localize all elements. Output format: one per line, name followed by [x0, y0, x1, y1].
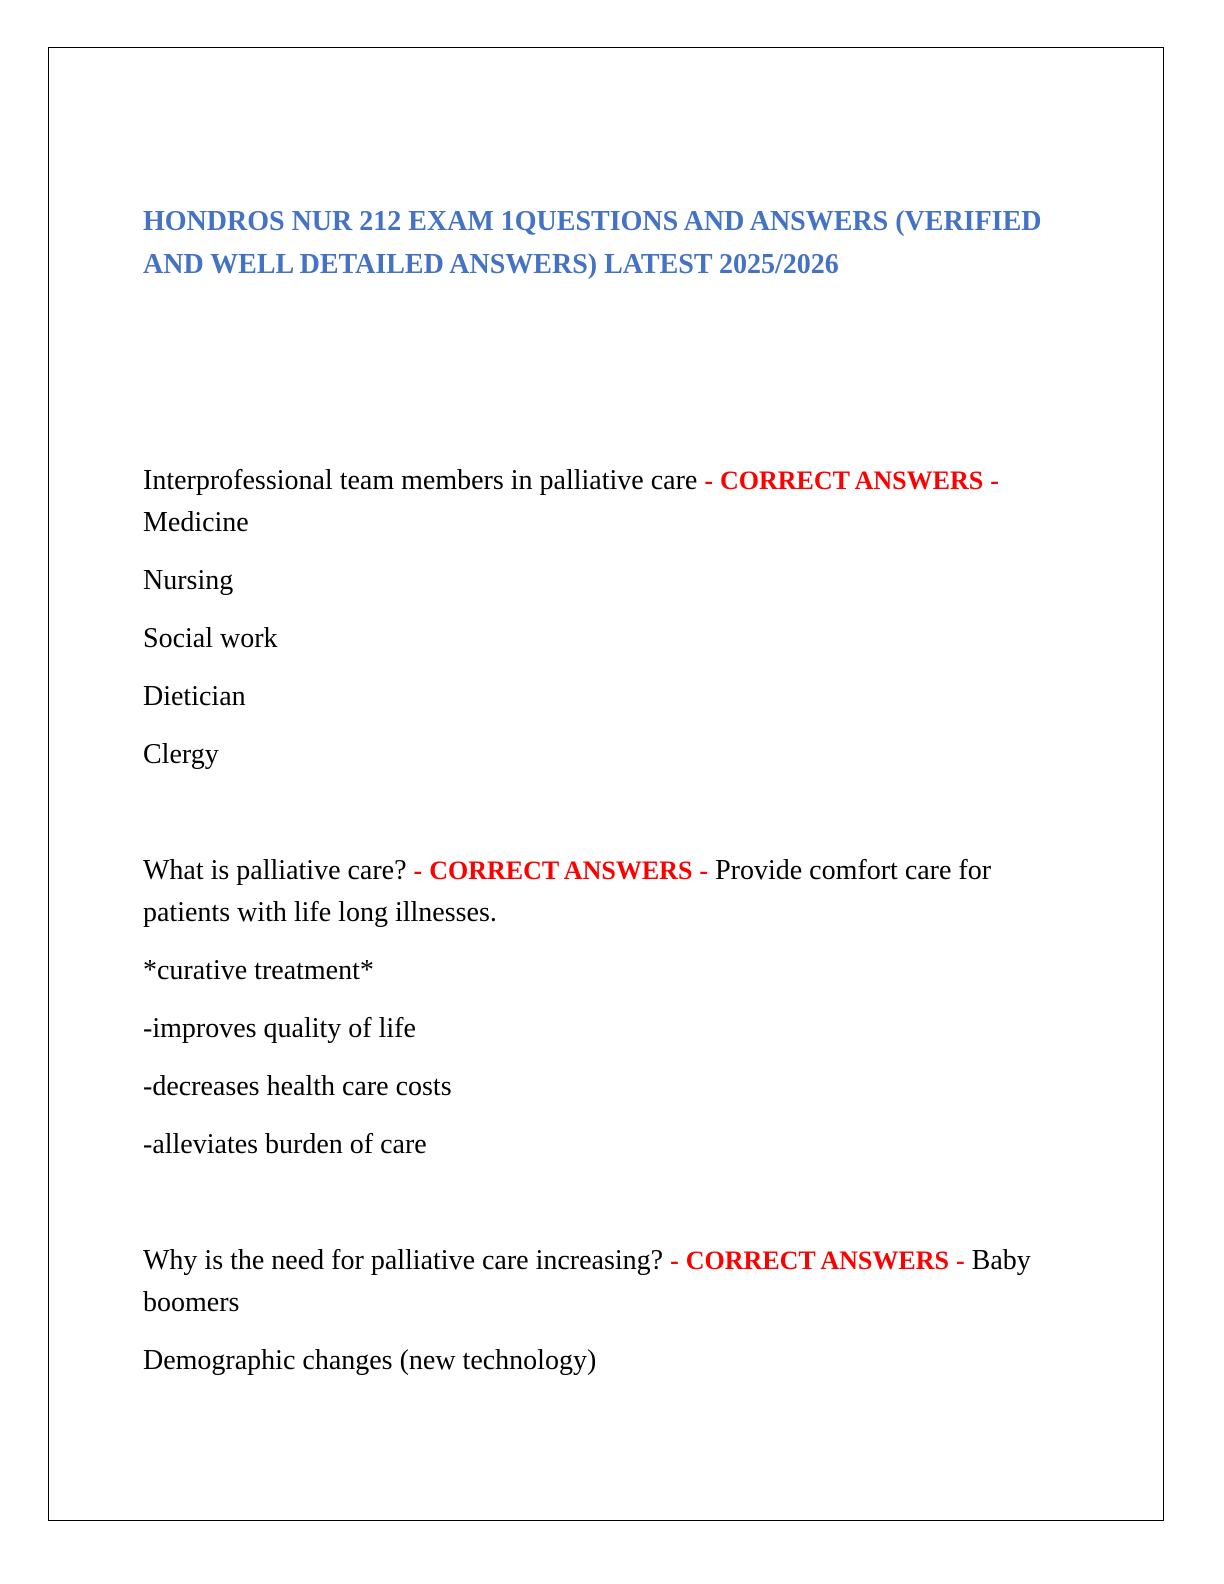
qa-question-line — [143, 1240, 1073, 1324]
answer-separator: - — [704, 466, 713, 495]
question-text: What is palliative care? — [143, 855, 407, 886]
answer-separator: - — [955, 1246, 965, 1275]
answer-line: Nursing — [143, 565, 234, 596]
answer-separator: - — [413, 856, 423, 885]
qa-item — [143, 460, 1073, 776]
answer-line: -decreases health care costs — [143, 1071, 452, 1102]
answer-line: -alleviates burden of care — [143, 1129, 427, 1160]
answer-separator: - — [990, 466, 999, 495]
answer-line: Dietician — [143, 681, 246, 712]
answer-separator: - — [670, 1246, 679, 1275]
qa-question-line — [143, 850, 1073, 934]
answer-text: Medicine — [143, 507, 249, 538]
qa-question-line — [143, 460, 1073, 544]
answer-line: Social work — [143, 623, 278, 654]
correct-answers-marker: CORRECT ANSWERS — [685, 1246, 949, 1275]
answer-text: Provide comfort care for patients with life long illnesses. — [143, 855, 992, 928]
answer-line: *curative treatment* — [143, 955, 374, 986]
answer-line: -improves quality of life — [143, 1013, 416, 1044]
correct-answers-marker: CORRECT ANSWERS — [720, 466, 984, 495]
question-text: Interprofessional team members in palliative care — [143, 465, 698, 496]
answer-line: Demographic changes (new technology) — [143, 1345, 597, 1376]
answer-text: Baby boomers — [143, 1245, 1031, 1318]
answer-line: Clergy — [143, 739, 219, 770]
correct-answers-marker: CORRECT ANSWERS — [429, 856, 693, 885]
document-title: HONDROS NUR 212 EXAM 1QUESTIONS AND ANSWERS (VERIFIED AND WELL DETAILED ANSWERS) LATEST 2025/2026 — [143, 206, 1042, 280]
qa-item — [143, 1240, 1073, 1382]
answer-separator: - — [699, 856, 709, 885]
qa-item — [143, 850, 1073, 1166]
question-text: Why is the need for palliative care increasing? — [143, 1245, 664, 1276]
